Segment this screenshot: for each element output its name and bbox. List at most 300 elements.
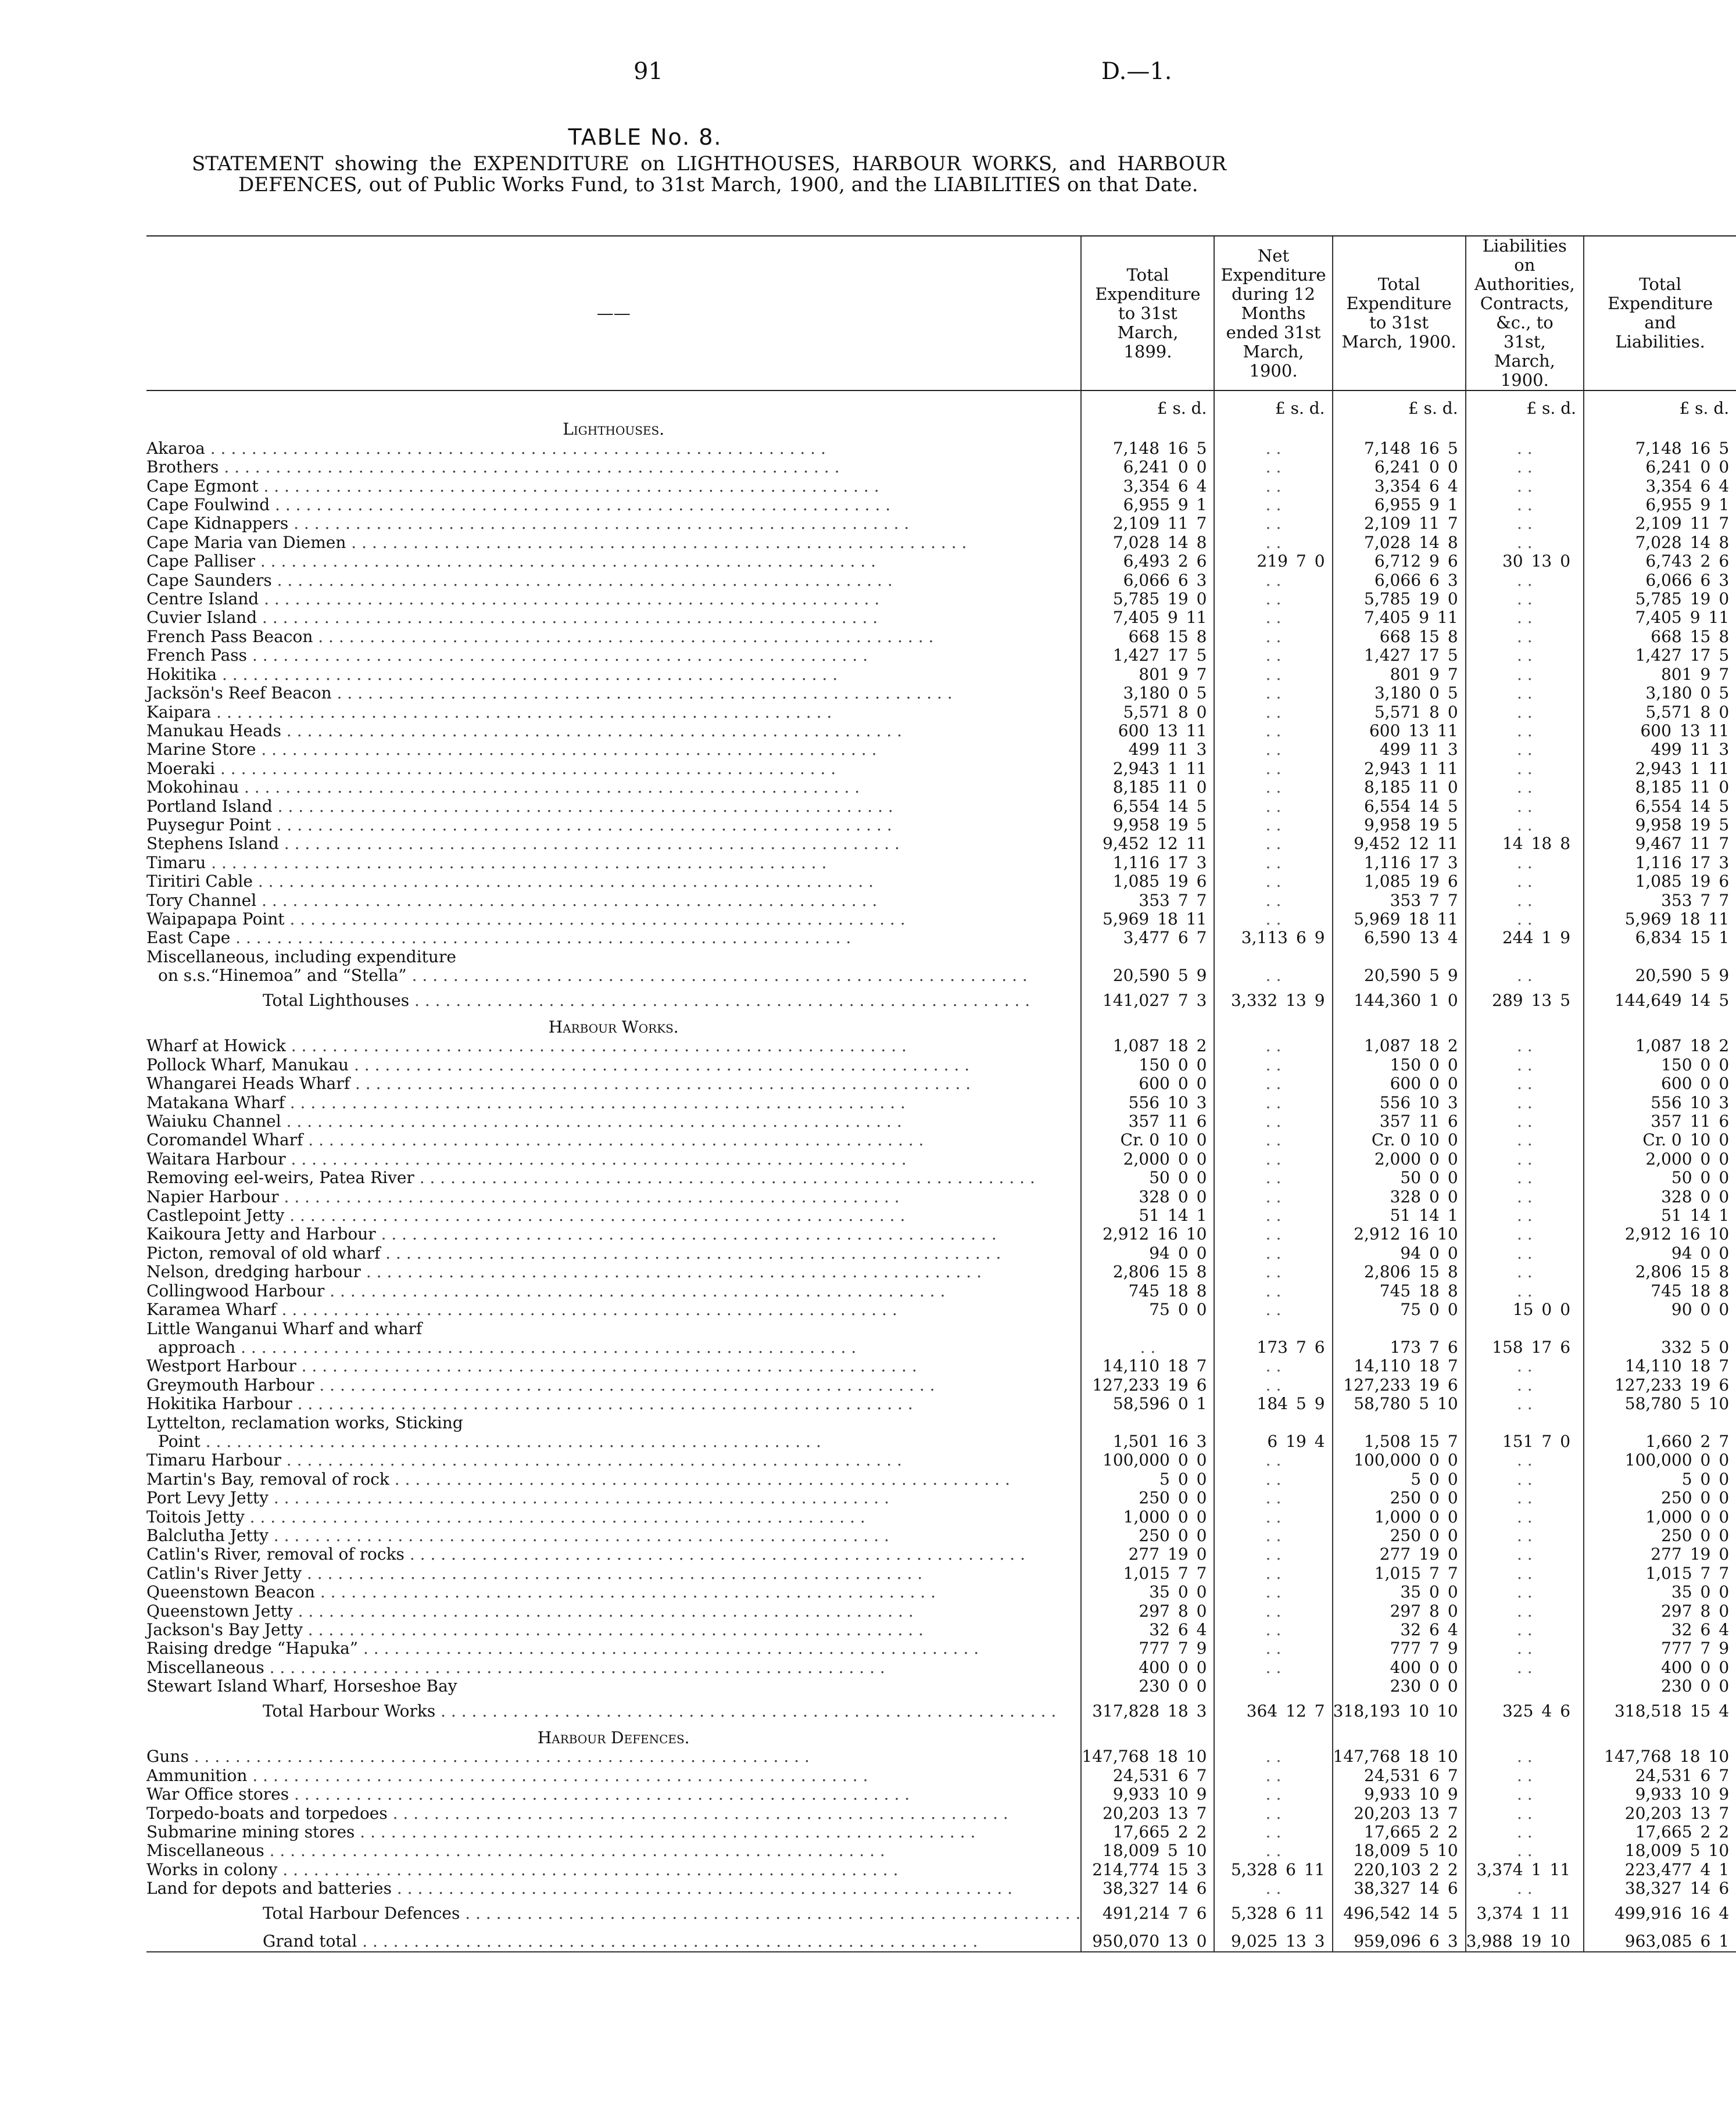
table-row [146,1282,1736,1300]
row-value: 668 15 8 [1081,628,1214,646]
row-value: 50 0 0 [1081,1169,1214,1187]
table-row [146,439,1736,458]
page-number: 91 [633,58,663,85]
empty-cell-marker: . . [1214,1451,1332,1470]
row-value: 9,452 12 11 [1081,834,1214,853]
row-value: 6,066 6 3 [1081,571,1214,590]
empty-cell-marker: . . [1466,816,1584,834]
row-value: 499,916 16 4 [1584,1898,1736,1929]
row-value: 147,768 18 10 [1584,1747,1736,1766]
empty-cell-marker: . . [1214,1470,1332,1489]
empty-cell-marker: . . [1214,1508,1332,1527]
row-value: 7,405 9 11 [1081,608,1214,627]
row-label: Balclutha Jetty . . . [146,1527,1081,1545]
table-row [146,1804,1736,1823]
row-value: 1,427 17 5 [1333,646,1466,665]
table-row [146,1112,1736,1131]
row-value: 50 0 0 [1333,1169,1466,1187]
row-value: 1,087 18 2 [1081,1037,1214,1055]
empty-cell-marker: . . [1466,1658,1584,1677]
row-value: 6,066 6 3 [1584,571,1736,590]
units-label: £ s. d. [1333,390,1466,418]
row-value: 6,241 0 0 [1584,458,1736,476]
empty-cell [1214,1414,1332,1432]
row-label: Waipapapa Point . . . [146,910,1081,929]
row-value: 5 0 0 [1584,1470,1736,1489]
row-value: 173 7 6 [1214,1338,1332,1357]
empty-cell-marker: . . [1214,1376,1332,1395]
empty-cell [1081,1320,1214,1338]
empty-cell-marker: . . [1466,1545,1584,1564]
table-row [146,966,1736,985]
row-value: 150 0 0 [1333,1056,1466,1074]
row-value: 1,427 17 5 [1584,646,1736,665]
section-heading-row [146,418,1736,439]
row-value: 600 13 11 [1333,722,1466,740]
empty-cell-marker: . . [1214,703,1332,722]
empty-cell-marker: . . [1214,1094,1332,1112]
row-value: 3,180 0 5 [1081,684,1214,703]
row-value: 5,571 8 0 [1584,703,1736,722]
row-label: Grand total . . . [146,1929,1081,1951]
row-value: 499 11 3 [1333,740,1466,759]
row-value: 7,148 16 5 [1081,439,1214,458]
row-value: 6,241 0 0 [1333,458,1466,476]
empty-cell [1466,948,1584,966]
row-label: Lyttelton, reclamation works, Sticking [146,1413,463,1432]
empty-cell-marker: . . [1214,684,1332,703]
row-value: 5,785 19 0 [1081,590,1214,608]
empty-cell-marker: . . [1466,684,1584,703]
empty-cell [1214,948,1332,966]
table-row [146,1320,1736,1338]
row-value: 1,427 17 5 [1081,646,1214,665]
row-label: Toitois Jetty . . . [146,1508,1081,1527]
table-row [146,1658,1736,1677]
empty-cell-marker: . . [1466,1263,1584,1281]
empty-cell-marker: . . [1214,514,1332,533]
table-row [146,477,1736,496]
row-label: Queenstown Jetty . . . [146,1602,1081,1621]
row-value: 2,943 1 11 [1333,759,1466,778]
row-value: 1,015 7 7 [1081,1564,1214,1583]
empty-cell-marker: . . [1081,1338,1214,1357]
empty-cell-marker: . . [1214,1841,1332,1860]
row-label: Raising dredge “Hapuka” . . . [146,1639,1081,1658]
empty-cell [1214,1320,1332,1338]
row-value: 3,180 0 5 [1584,684,1736,703]
row-value: 7,405 9 11 [1333,608,1466,627]
row-value: 963,085 6 1 [1584,1929,1736,1951]
row-value: 18,009 5 10 [1081,1841,1214,1860]
row-label: Timaru . . . [146,854,1081,872]
row-value: 3,354 6 4 [1081,477,1214,496]
row-value: 9,958 19 5 [1081,816,1214,834]
row-value: 144,649 14 5 [1584,986,1736,1016]
section-heading: Lighthouses. [563,420,665,439]
empty-cell-marker: . . [1214,1621,1332,1639]
table-row [146,1879,1736,1898]
row-value: 353 7 7 [1333,891,1466,910]
empty-cell-marker: . . [1214,665,1332,684]
table-row [146,1489,1736,1507]
row-value: 745 18 8 [1333,1282,1466,1300]
table-row [146,910,1736,929]
row-value: 1,000 0 0 [1333,1508,1466,1527]
empty-cell-marker: . . [1214,1785,1332,1804]
table-row [146,1677,1736,1696]
empty-cell-marker: . . [1214,1545,1332,1564]
table-row [146,1621,1736,1639]
row-value: 1,085 19 6 [1333,872,1466,891]
empty-cell [1081,1414,1214,1432]
row-label: Total Harbour Defences . . . [146,1898,1081,1929]
row-value: 6,955 9 1 [1584,496,1736,514]
empty-cell-marker: . . [1466,1470,1584,1489]
table-row [146,1225,1736,1244]
empty-cell-marker: . . [1214,1244,1332,1263]
empty-cell-marker: . . [1214,1564,1332,1583]
row-label: Point . . . [146,1432,1081,1451]
row-label: Total Lighthouses . . . [146,986,1081,1016]
empty-cell-marker: . . [1466,1376,1584,1395]
row-label: Hokitika . . . [146,665,1081,684]
row-value: 1,015 7 7 [1584,1564,1736,1583]
empty-cell-marker: . . [1214,1074,1332,1093]
row-value: 18,009 5 10 [1584,1841,1736,1860]
row-value: 950,070 13 0 [1081,1929,1214,1951]
row-value: 3,477 6 7 [1081,929,1214,947]
row-label: Stephens Island . . . [146,834,1081,853]
empty-cell-marker: . . [1466,891,1584,910]
empty-cell-marker: . . [1466,1112,1584,1131]
expenditure-table [146,235,1736,1952]
row-label: Port Levy Jetty . . . [146,1489,1081,1507]
table-row [146,1527,1736,1545]
row-value: 100,000 0 0 [1333,1451,1466,1470]
row-value: 317,828 18 3 [1081,1696,1214,1726]
row-value: 127,233 19 6 [1081,1376,1214,1395]
row-label: Total Harbour Works . . . [146,1696,1081,1726]
empty-cell-marker: . . [1214,608,1332,627]
row-value: 496,542 14 5 [1333,1898,1466,1929]
empty-cell-marker: . . [1466,1602,1584,1621]
row-value: 6,554 14 5 [1584,797,1736,816]
empty-cell-marker: . . [1214,778,1332,797]
row-value: 8,185 11 0 [1584,778,1736,797]
row-label: Jackson's Bay Jetty . . . [146,1621,1081,1639]
empty-cell-marker: . . [1214,477,1332,496]
row-value: 3,354 6 4 [1584,477,1736,496]
empty-cell-marker: . . [1214,1150,1332,1169]
row-value: 297 8 0 [1333,1602,1466,1621]
row-value: 32 6 4 [1333,1621,1466,1639]
empty-cell-marker: . . [1214,458,1332,476]
empty-cell-marker: . . [1214,1879,1332,1898]
table-row [146,854,1736,872]
row-label: Westport Harbour . . . [146,1357,1081,1375]
row-value: 20,203 13 7 [1333,1804,1466,1823]
row-value: 801 9 7 [1081,665,1214,684]
empty-cell-marker: . . [1214,1188,1332,1206]
row-value: 491,214 7 6 [1081,1898,1214,1929]
row-value: 150 0 0 [1081,1056,1214,1074]
empty-cell-marker: . . [1466,1489,1584,1507]
row-label: Cape Kidnappers . . . [146,514,1081,533]
row-value: 20,590 5 9 [1333,966,1466,985]
row-label: Cape Egmont . . . [146,477,1081,496]
row-value: 173 7 6 [1333,1338,1466,1357]
table-row [146,533,1736,552]
row-value: 50 0 0 [1584,1169,1736,1187]
row-value: 556 10 3 [1333,1094,1466,1112]
empty-cell-marker: . . [1214,1206,1332,1225]
row-value: 2,943 1 11 [1081,759,1214,778]
row-value: 3,374 1 11 [1466,1898,1584,1929]
row-value: 353 7 7 [1081,891,1214,910]
row-label: Karamea Wharf . . . [146,1300,1081,1319]
empty-cell-marker: . . [1466,1767,1584,1785]
row-value: 14,110 18 7 [1584,1357,1736,1375]
row-value: 223,477 4 1 [1584,1861,1736,1879]
units-label: £ s. d. [1214,390,1332,418]
empty-cell [1584,1016,1736,1037]
table-row [146,684,1736,703]
row-value: 51 14 1 [1081,1206,1214,1225]
empty-cell [1333,948,1466,966]
row-label: Waitara Harbour . . . [146,1150,1081,1169]
empty-cell-marker: . . [1214,1658,1332,1677]
column-header-net-1900: Net Expenditure during 12 Months ended 31st March, 1900. [1214,236,1332,390]
empty-cell-marker: . . [1466,1131,1584,1149]
empty-cell-marker: . . [1466,496,1584,514]
row-value: 58,780 5 10 [1333,1395,1466,1413]
row-value: 2,806 15 8 [1081,1263,1214,1281]
table-row [146,872,1736,891]
empty-cell-marker: . . [1214,1037,1332,1055]
column-header-total-1899: Total Expenditure to 31st March, 1899. [1081,236,1214,390]
row-value: 1,501 16 3 [1081,1432,1214,1451]
empty-cell-marker: . . [1214,1112,1332,1131]
row-value: 328 0 0 [1333,1188,1466,1206]
empty-cell-marker: . . [1214,797,1332,816]
row-value: 600 0 0 [1584,1074,1736,1093]
row-label: Tiritiri Cable . . . [146,872,1081,891]
section-heading: Harbour Works. [548,1017,679,1037]
row-value: 24,531 6 7 [1081,1767,1214,1785]
row-label: Nelson, dredging harbour . . . [146,1263,1081,1281]
row-value: 499 11 3 [1584,740,1736,759]
row-value: Cr. 0 10 0 [1081,1131,1214,1149]
row-value: 250 0 0 [1333,1527,1466,1545]
row-value: 297 8 0 [1584,1602,1736,1621]
empty-cell-marker: . . [1214,759,1332,778]
empty-cell-marker: . . [1214,1583,1332,1601]
row-value: 127,233 19 6 [1584,1376,1736,1395]
row-value: 1,508 15 7 [1333,1432,1466,1451]
row-label: Wharf at Howick . . . [146,1037,1081,1055]
row-value: 35 0 0 [1584,1583,1736,1601]
row-label: East Cape . . . [146,929,1081,947]
empty-cell-marker: . . [1214,1489,1332,1507]
empty-cell-marker: . . [1466,1564,1584,1583]
row-label: approach . . . [146,1338,1081,1357]
row-value: 6,241 0 0 [1081,458,1214,476]
row-value: 5,969 18 11 [1584,910,1736,929]
row-value: 150 0 0 [1584,1056,1736,1074]
section-total-row [146,1898,1736,1929]
row-value: 2,109 11 7 [1333,514,1466,533]
table-row [146,1188,1736,1206]
table-row [146,1451,1736,1470]
row-value: 32 6 4 [1081,1621,1214,1639]
row-label: Cape Maria van Diemen . . . [146,533,1081,552]
row-value: 400 0 0 [1584,1658,1736,1677]
table-row [146,948,1736,966]
row-value: 2,806 15 8 [1584,1263,1736,1281]
table-row [146,1747,1736,1766]
row-label: Centre Island . . . [146,590,1081,608]
empty-cell-marker: . . [1466,1150,1584,1169]
row-value: 3,113 6 9 [1214,929,1332,947]
empty-cell-marker: . . [1466,1639,1584,1658]
row-label: Catlin's River, removal of rocks . . . [146,1545,1081,1564]
row-label: Miscellaneous . . . [146,1658,1081,1677]
empty-cell-marker: . . [1466,1508,1584,1527]
row-value: 14,110 18 7 [1333,1357,1466,1375]
empty-cell [1466,1414,1584,1432]
row-value: 1,085 19 6 [1081,872,1214,891]
row-value: 3,354 6 4 [1333,477,1466,496]
row-value: 1,087 18 2 [1333,1037,1466,1055]
row-value: 7,028 14 8 [1333,533,1466,552]
row-value: 332 5 0 [1584,1338,1736,1357]
row-value: 230 0 0 [1333,1677,1466,1696]
column-header-row [146,236,1736,390]
empty-cell [1214,1016,1332,1037]
row-label: Marine Store . . . [146,740,1081,759]
empty-cell-marker: . . [1466,590,1584,608]
row-value: 6,066 6 3 [1333,571,1466,590]
empty-cell-marker: . . [1466,665,1584,684]
empty-cell-marker: . . [1466,1879,1584,1898]
row-value: 20,590 5 9 [1584,966,1736,985]
table-row [146,1823,1736,1841]
row-value: 959,096 6 3 [1333,1929,1466,1951]
empty-cell-marker: . . [1214,1527,1332,1545]
row-label: Removing eel-weirs, Patea River . . . [146,1169,1081,1187]
row-label: Guns . . . [146,1747,1081,1766]
units-label: £ s. d. [1466,390,1584,418]
row-value: 24,531 6 7 [1333,1767,1466,1785]
row-value: 600 0 0 [1081,1074,1214,1093]
row-label: Tory Channel . . . [146,891,1081,910]
empty-cell [1333,1726,1466,1747]
row-value: 17,665 2 2 [1081,1823,1214,1841]
table-row [146,1056,1736,1074]
empty-cell [1081,418,1214,439]
row-value: 184 5 9 [1214,1395,1332,1413]
empty-cell-marker: . . [1466,533,1584,552]
row-value: 745 18 8 [1584,1282,1736,1300]
row-value: 250 0 0 [1333,1489,1466,1507]
row-value: 3,988 19 10 [1466,1929,1584,1951]
row-value: 328 0 0 [1081,1188,1214,1206]
row-value: 151 7 0 [1466,1432,1584,1451]
row-value: 51 14 1 [1584,1206,1736,1225]
row-value: Cr. 0 10 0 [1584,1131,1736,1149]
row-label: Napier Harbour . . . [146,1188,1081,1206]
table-row [146,1206,1736,1225]
empty-cell-marker: . . [1214,1357,1332,1375]
row-value: 5,328 6 11 [1214,1898,1332,1929]
row-value: 556 10 3 [1584,1094,1736,1112]
empty-cell [1081,948,1214,966]
row-label: Cape Palliser . . . [146,552,1081,571]
row-label: Matakana Wharf . . . [146,1094,1081,1112]
row-value: 5,571 8 0 [1081,703,1214,722]
row-value: 6,590 13 4 [1333,929,1466,947]
row-label: Miscellaneous . . . [146,1841,1081,1860]
row-value: 9,933 10 9 [1333,1785,1466,1804]
empty-cell-marker: . . [1214,628,1332,646]
row-value: 6,743 2 6 [1584,552,1736,571]
empty-cell-marker: . . [1466,1169,1584,1187]
row-value: 2,000 0 0 [1333,1150,1466,1169]
table-row [146,1244,1736,1263]
table-row [146,1037,1736,1055]
table-caption: STATEMENT showing the EXPENDITURE on LIGHTHOUSES, HARBOUR WORKS, and HARBOUR DEFENCES, out of Public Works Fund, to 31st March, 1900, and the LIABILITIES on that Date. [192,152,1226,196]
row-value: 38,327 14 6 [1584,1879,1736,1898]
row-label: on s.s.“Hinemoa” and “Stella” . . . [146,966,1081,985]
row-value: 9,958 19 5 [1584,816,1736,834]
empty-cell-marker: . . [1214,1225,1332,1244]
table-row [146,1432,1736,1451]
table-row [146,608,1736,627]
empty-cell-marker: . . [1466,1225,1584,1244]
row-label: Little Wanganui Wharf and wharf [146,1318,423,1338]
row-value: 2,943 1 11 [1584,759,1736,778]
empty-cell-marker: . . [1466,1583,1584,1601]
row-label: French Pass . . . [146,646,1081,665]
row-value: 250 0 0 [1081,1489,1214,1507]
row-label: Stewart Island Wharf, Horseshoe Bay [146,1676,457,1696]
row-value: 94 0 0 [1584,1244,1736,1263]
empty-cell-marker: . . [1466,439,1584,458]
units-label: £ s. d. [1584,390,1736,418]
column-header-total-liabilities: Total Expenditure and Liabilities. [1584,236,1736,390]
table-row [146,1785,1736,1804]
row-value: 6,712 9 6 [1333,552,1466,571]
row-value: 2,912 16 10 [1333,1225,1466,1244]
empty-cell-marker: . . [1466,1841,1584,1860]
table-row [146,1150,1736,1169]
empty-cell-marker: . . [1214,533,1332,552]
empty-cell-marker: . . [1214,966,1332,985]
table-body [146,390,1736,1952]
empty-cell-marker: . . [1214,910,1332,929]
section-heading: Harbour Defences. [537,1728,690,1748]
column-header-label: —— [146,236,1081,390]
row-label: Puysegur Point . . . [146,816,1081,834]
empty-cell [1214,1677,1332,1696]
empty-cell-marker: . . [1466,514,1584,533]
empty-cell-marker: . . [1466,1621,1584,1639]
row-value: 777 7 9 [1584,1639,1736,1658]
row-value: 20,590 5 9 [1081,966,1214,985]
row-label: Cape Saunders . . . [146,571,1081,590]
table-row [146,1639,1736,1658]
